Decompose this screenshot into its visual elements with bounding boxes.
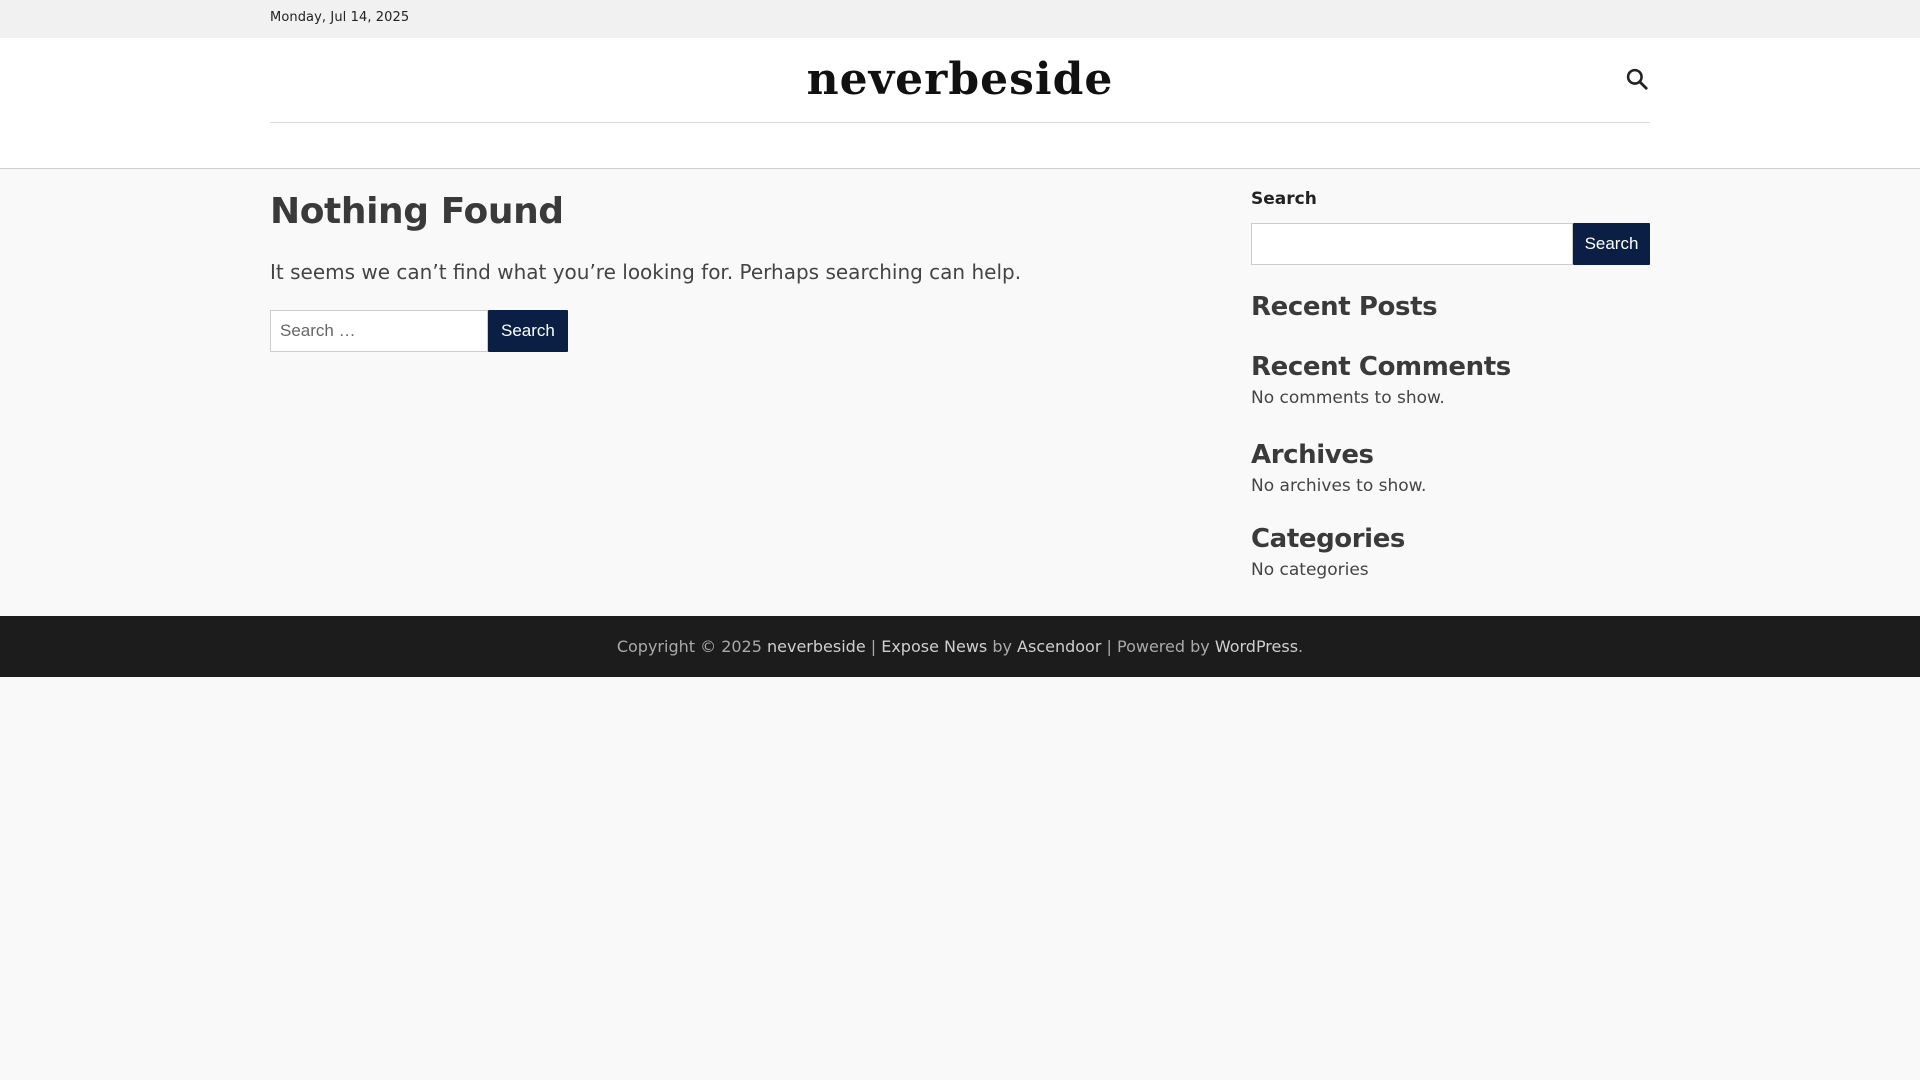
categories-widget [1251, 523, 1650, 581]
footer-by-text: by [987, 637, 1018, 656]
sidebar-search-input[interactable] [1251, 223, 1573, 265]
search-icon-graphic [1624, 66, 1650, 92]
recent-comments-empty: No comments to show. [1251, 388, 1445, 408]
categories-title: Categories [1251, 524, 1406, 554]
site-title[interactable]: neverbeside [806, 54, 1114, 105]
sidebar-search-button[interactable]: Search [1573, 223, 1650, 265]
footer-theme-link[interactable]: Expose News [881, 637, 988, 656]
search-form [270, 310, 1170, 352]
main-area [0, 169, 1920, 616]
archives-widget [1251, 439, 1650, 497]
recent-posts-title: Recent Posts [1251, 292, 1438, 322]
site-header [0, 38, 1920, 169]
footer-site-link[interactable]: neverbeside [767, 637, 866, 656]
site-footer [0, 616, 1920, 677]
recent-comments-title: Recent Comments [1251, 352, 1511, 382]
footer-powered-text: | Powered by [1101, 637, 1215, 656]
search-icon[interactable] [1624, 66, 1650, 92]
footer-end: . [1298, 637, 1304, 656]
header-divider [270, 122, 1650, 123]
search-widget [1251, 189, 1650, 265]
archives-empty: No archives to show. [1251, 476, 1427, 496]
search-button[interactable]: Search [488, 310, 568, 352]
categories-empty: No categories [1251, 560, 1369, 580]
search-input[interactable] [270, 310, 488, 352]
recent-posts-widget [1251, 291, 1650, 323]
footer-separator: | [865, 637, 882, 656]
footer-wordpress-link[interactable]: WordPress [1214, 637, 1299, 656]
sidebar [1251, 189, 1650, 581]
sidebar-search-form [1251, 223, 1650, 265]
current-date: Monday, Jul 14, 2025 [270, 10, 410, 25]
search-widget-label: Search [1251, 189, 1317, 209]
footer-author-link[interactable]: Ascendoor [1017, 637, 1102, 656]
recent-comments-widget [1251, 351, 1650, 409]
page-title: Nothing Found [270, 191, 564, 232]
archives-title: Archives [1251, 440, 1374, 470]
no-results-message: It seems we can’t find what you’re looking for. Perhaps searching can help. [270, 260, 1022, 284]
content-area [270, 191, 1170, 352]
copyright-text: Copyright © 2025 [616, 637, 767, 656]
top-bar [0, 0, 1920, 38]
